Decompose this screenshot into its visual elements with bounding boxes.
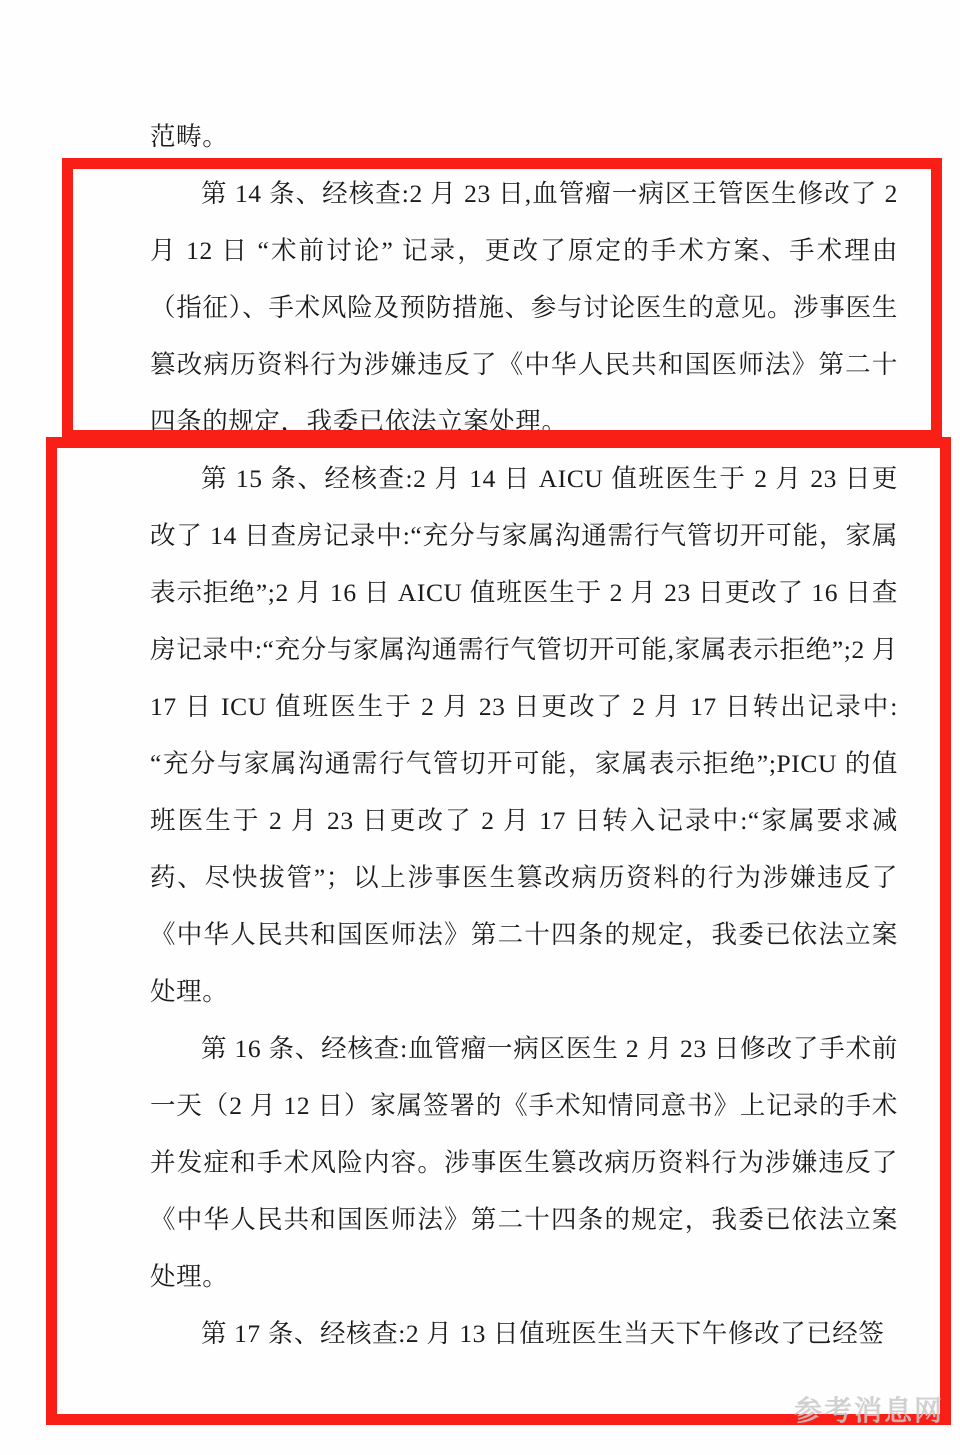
paragraph-continuation: 范畴。 bbox=[150, 122, 229, 151]
paragraph-article-15: 第 15 条、经核查:2 月 14 日 AICU 值班医生于 2 月 23 日更改了 14 日查房记录中:“充分与家属沟通需行气管切开可能，家属表示拒绝”;2 月 16 日 AICU 值班医生于 2 月 23 日更改了 16 日查房记录中:“充分与家属沟通需行气管切开可能,家属表示拒绝”;2 月 17 日 ICU 值班医生于 2 月 23 日更改了 2 月 17 日转出记录中: “充分与家属沟通需行气管切开可能，家属表示拒绝”;PICU 的值班医生于 2 月 23 日更改了 2 月 17 日转入记录中:“家属要求减药、尽快拔管”；以上涉事医生篡改病历资料的行为涉嫌违反了《中华人民共和国医师法》第二十四条的规定，我委已依法立案处理。 bbox=[150, 464, 898, 1006]
paragraph-article-16: 第 16 条、经核查:血管瘤一病区医生 2 月 23 日修改了手术前一天（2 月 12 日）家属签署的《手术知情同意书》上记录的手术并发症和手术风险内容。涉事医生篡改病历资料行为涉嫌违反了《中华人民共和国医师法》第二十四条的规定，我委已依法立案处理。 bbox=[150, 1034, 898, 1291]
paragraph-article-14: 第 14 条、经核查:2 月 23 日,血管瘤一病区王管医生修改了 2 月 12 日 “术前讨论” 记录，更改了原定的手术方案、手术理由（指征）、手术风险及预防措施、参与讨论医生的意见。涉事医生篡改病历资料行为涉嫌违反了《中华人民共和国医师法》第二十四条的规定，我委已依法立案处理。 bbox=[150, 179, 898, 436]
watermark-label: 参考消息网 bbox=[793, 1395, 944, 1426]
paragraph-article-17: 第 17 条、经核查:2 月 13 日值班医生当天下午修改了已经签 bbox=[201, 1319, 885, 1348]
